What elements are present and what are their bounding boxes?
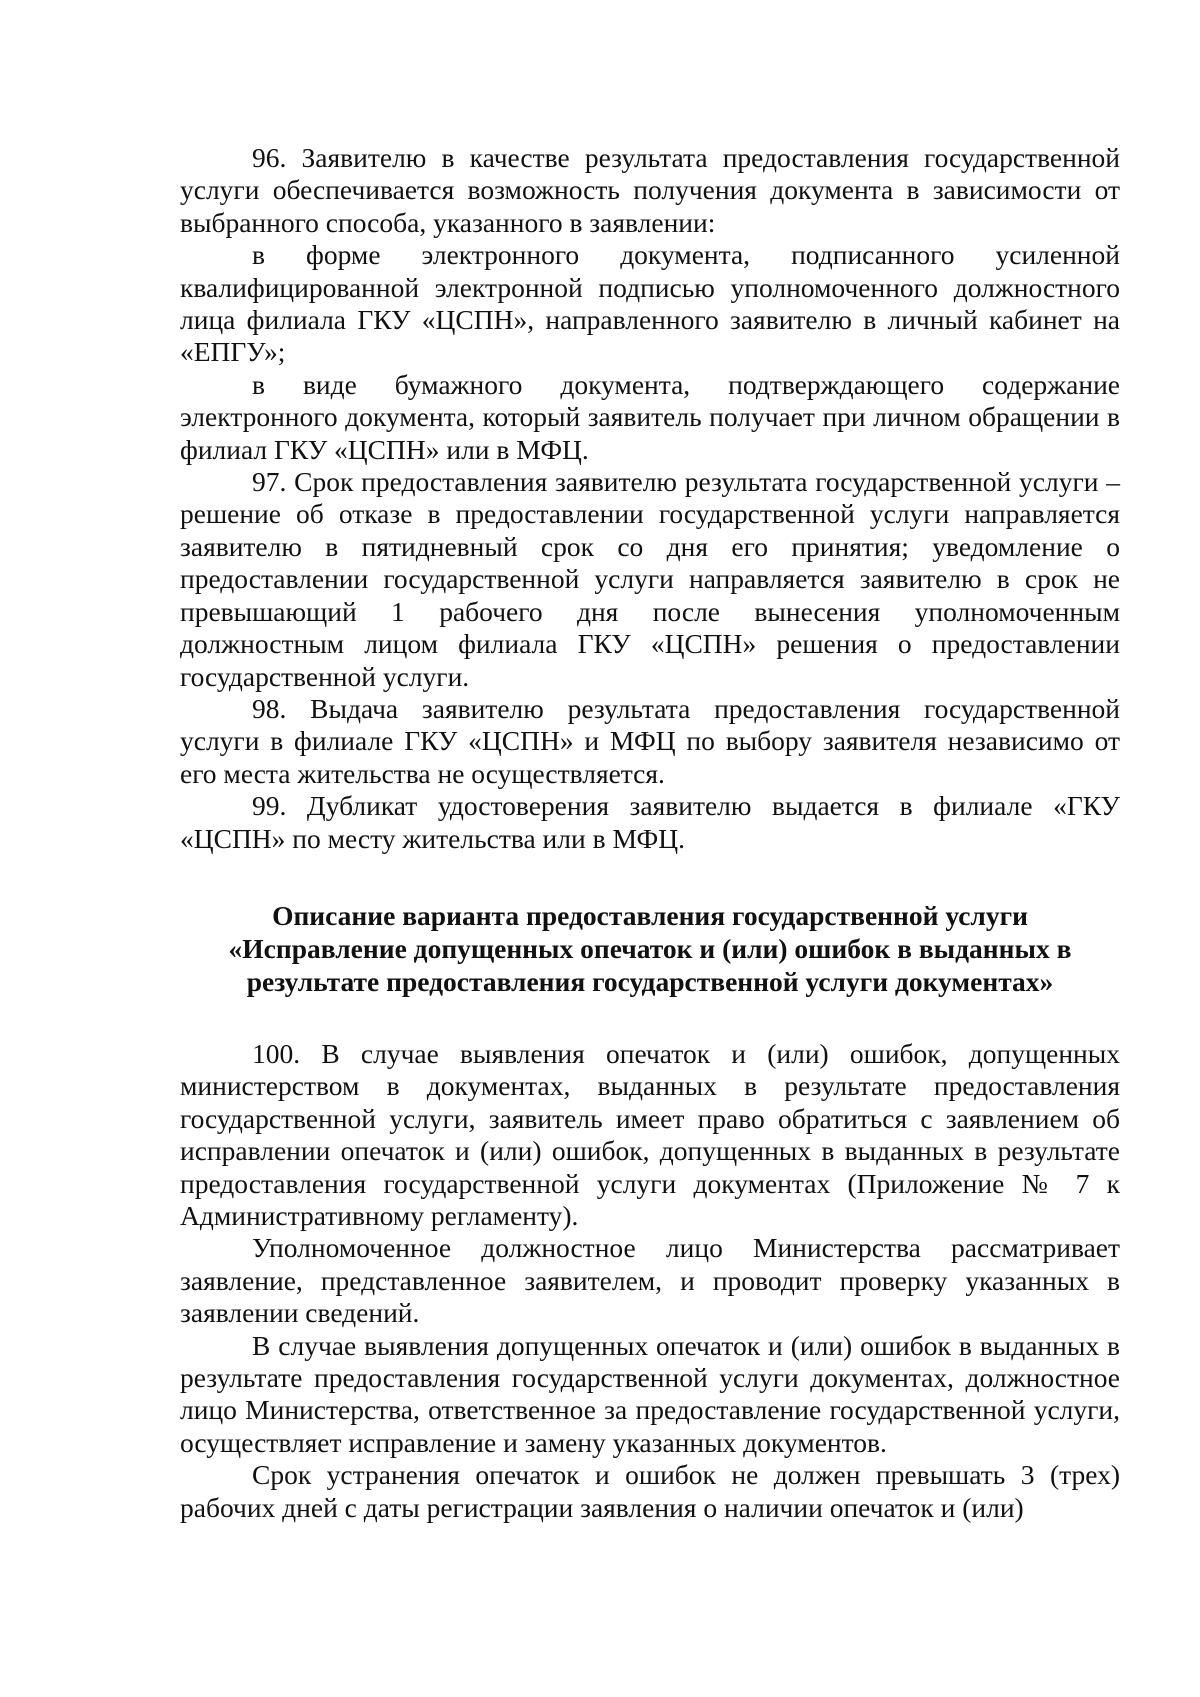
paragraph-deadline: Срок устранения опечаток и ошибок не должен превышать 3 (трех) рабочих дней с даты регистрации заявления о наличии опечаток и (или) bbox=[180, 1459, 1120, 1523]
paragraph-96: 96. Заявителю в качестве результата предоставления государственной услуги обеспечивается возможность получения документа в зависимости от выбранного способа, указанного в заявлении: bbox=[180, 142, 1120, 238]
section-heading-line-3: результате предоставления государственной услуги документах» bbox=[246, 965, 1054, 997]
paragraph-96-option-electronic: в форме электронного документа, подписанного усиленной квалифицированной электронной подписью уполномоченного должностного лица филиала ГКУ «ЦСПН», направленного заявителю в личный кабинет на «ЕПГУ»; bbox=[180, 239, 1120, 368]
section-heading bbox=[180, 899, 1120, 998]
paragraph-97: 97. Срок предоставления заявителю результата государственной услуги – решение об отказе в предоставлении государственной услуги направляется заявителю в пятидневный срок со дня его принятия; уведомление о предоставлении государственной услуги направляется заявителю в срок не превышающий 1 рабочего дня после вынесения уполномоченным должностным лицом филиала ГКУ «ЦСПН» решения о предоставлении государственной услуги. bbox=[180, 466, 1120, 692]
section-heading-line-2: «Исправление допущенных опечаток и (или) ошибок в выданных в bbox=[228, 932, 1072, 964]
paragraph-correction: В случае выявления допущенных опечаток и (или) ошибок в выданных в результате предоставления государственной услуги документах, должностное лицо Министерства, ответственное за предоставление государственной услуги, осуществляет исправление и замену указанных документов. bbox=[180, 1329, 1120, 1458]
paragraph-96-option-paper: в виде бумажного документа, подтверждающего содержание электронного документа, который заявитель получает при личном обращении в филиал ГКУ «ЦСПН» или в МФЦ. bbox=[180, 368, 1120, 465]
document-body bbox=[180, 142, 1120, 1524]
paragraph-100: 100. В случае выявления опечаток и (или) ошибок, допущенных министерством в документах, выданных в результате предоставления государственной услуги, заявитель имеет право обратиться с заявлением об исправлении опечаток и (или) ошибок, допущенных в выданных в результате предоставления государственной услуги документах (Приложение № 7 к Административному регламенту). bbox=[180, 1037, 1120, 1231]
section-heading-line-1: Описание варианта предоставления государственной услуги bbox=[272, 899, 1028, 931]
paragraph-99: 99. Дубликат удостоверения заявителю выдается в филиале «ГКУ «ЦСПН» по месту жительства или в МФЦ. bbox=[180, 790, 1120, 854]
paragraph-98: 98. Выдача заявителю результата предоставления государственной услуги в филиале ГКУ «ЦСПН» и МФЦ по выбору заявителя независимо от его места жительства не осуществляется. bbox=[180, 692, 1120, 789]
paragraph-review: Уполномоченное должностное лицо Министерства рассматривает заявление, представленное заявителем, и проводит проверку указанных в заявлении сведений. bbox=[180, 1232, 1120, 1329]
